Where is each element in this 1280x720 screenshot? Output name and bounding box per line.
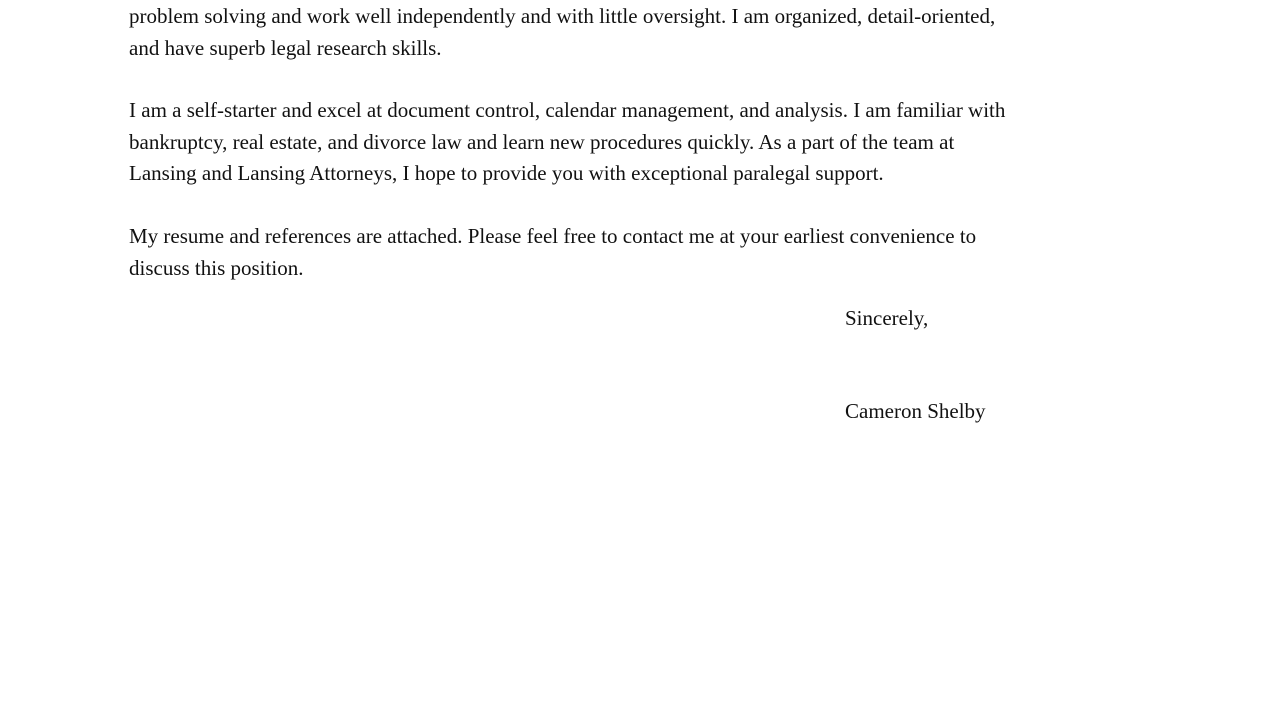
paragraph-2-line-3: Lansing and Lansing Attorneys, I hope to provide you with exceptional paralegal support. xyxy=(129,161,884,185)
paragraph-3-line-1: My resume and references are attached. Please feel free to contact me at your earliest convenience to xyxy=(129,224,977,248)
paragraph-1-line-1: problem solving and work well independently and with little oversight. I am organized, detail-oriented, xyxy=(129,4,996,28)
signature-name: Cameron Shelby xyxy=(845,399,986,423)
paragraph-3-line-2: discuss this position. xyxy=(129,256,304,280)
paragraph-1-line-2: and have superb legal research skills. xyxy=(129,36,442,60)
paragraph-2-line-2: bankruptcy, real estate, and divorce law and learn new procedures quickly. As a part of the team at xyxy=(129,130,955,154)
closing-salutation: Sincerely, xyxy=(845,306,929,330)
paragraph-2-line-1: I am a self-starter and excel at document control, calendar management, and analysis. I am familiar with xyxy=(129,98,1006,122)
